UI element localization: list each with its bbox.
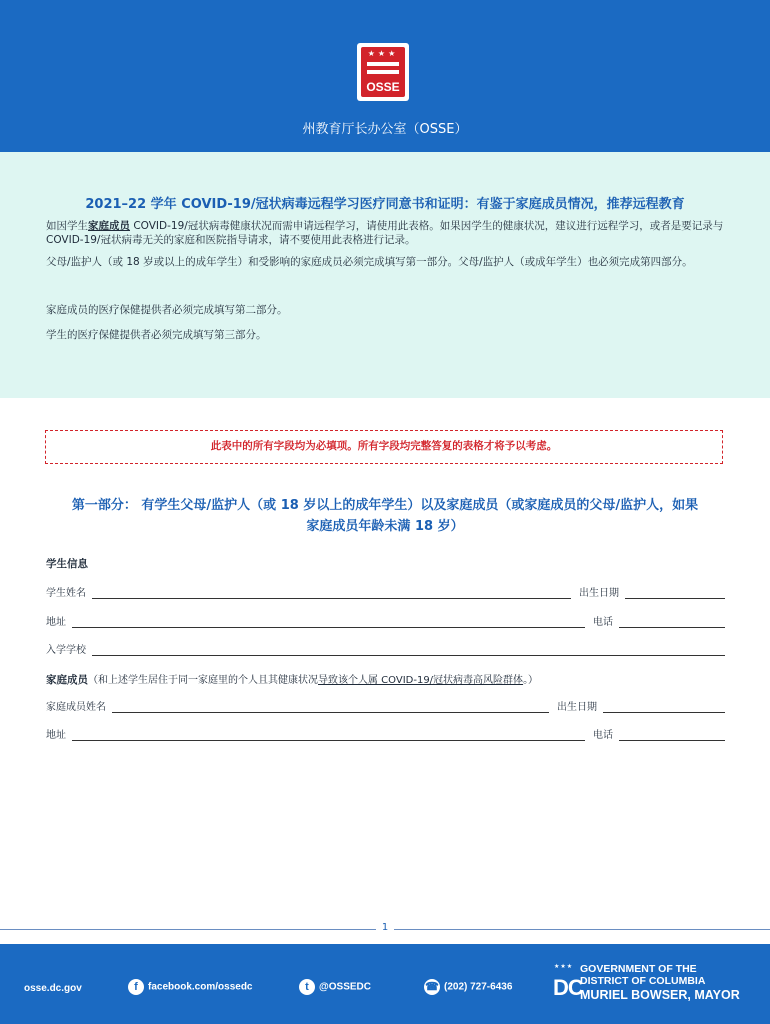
household-name-label: 家庭成员姓名 <box>46 702 106 713</box>
household-address-field[interactable] <box>72 730 585 741</box>
household-address-row <box>46 727 725 741</box>
dc-mark: DC <box>553 975 583 1000</box>
intro-paragraph-1: 如因学生家庭成员 COVID-19/冠状病毒健康状况而需申请远程学习，请使用此表格。如果因学生的健康状况，建议进行远程学习，或者是要记录与 COVID-19/冠状病毒无关的家庭和医院指导请求，请不要使用此表格进行记录。 <box>46 220 724 246</box>
intro-paragraph-2: 父母/监护人（或 18 岁或以上的成年学生）和受影响的家庭成员必须完成填写第一部分。父母/监护人（或成年学生）也必须完成第四部分。 <box>46 256 693 268</box>
student-address-row <box>46 614 725 628</box>
school-label: 入学学校 <box>46 645 86 656</box>
facebook-link[interactable]: f facebook.com/ossedc <box>128 979 252 995</box>
part-one-title: 第一部分： 有学生父母/监护人（或 18 岁以上的成年学生）以及家庭成员（或家庭成员的父母/监护人，如果 家庭成员年龄未满 18 岁） <box>71 498 699 534</box>
footer <box>0 944 770 1024</box>
school-row <box>46 642 725 656</box>
office-name: 州教育厅长办公室（OSSE） <box>302 122 468 137</box>
form-title: 2021–22 学年 COVID-19/冠状病毒远程学习医疗同意书和证明：有鉴于家庭成员情况，推荐远程教育 <box>85 197 685 212</box>
household-phone-label: 电话 <box>593 730 613 741</box>
student-info-heading: 学生信息 <box>46 558 88 570</box>
website-link[interactable]: osse.dc.gov <box>24 983 82 994</box>
student-address-field[interactable] <box>72 617 585 628</box>
twitter-icon: t <box>299 979 315 995</box>
household-name-field[interactable] <box>112 702 549 713</box>
household-phone-field[interactable] <box>619 730 725 741</box>
student-name-row <box>46 585 725 599</box>
required-fields-notice: 此表中的所有字段均为必填项。所有字段均完整答复的表格才将予以考虑。 <box>45 430 723 464</box>
facebook-icon: f <box>128 979 144 995</box>
intro-section <box>0 152 770 398</box>
gov-line-3: MURIEL BOWSER, MAYOR <box>580 988 740 1002</box>
student-dob-label: 出生日期 <box>579 588 619 599</box>
logo-text: OSSE <box>366 80 400 94</box>
student-name-field[interactable] <box>92 588 571 599</box>
phone-link[interactable]: ☎ (202) 727-6436 <box>425 981 513 993</box>
logo-stars: ★★★ <box>367 49 399 58</box>
household-dob-field[interactable] <box>603 702 725 713</box>
phone-icon: ☎ <box>425 981 439 993</box>
student-name-label: 学生姓名 <box>46 588 86 599</box>
gov-line-2: DISTRICT OF COLUMBIA <box>580 975 706 987</box>
twitter-link[interactable]: t @OSSEDC <box>299 979 371 995</box>
header-banner <box>0 0 770 152</box>
student-phone-label: 电话 <box>593 617 613 628</box>
student-dob-field[interactable] <box>625 588 725 599</box>
household-member-emphasis: 家庭成员 <box>88 220 130 232</box>
intro-paragraph-3: 家庭成员的医疗保健提供者必须完成填写第二部分。 <box>46 304 288 316</box>
intro-paragraph-4: 学生的医疗保健提供者必须完成填写第三部分。 <box>46 329 267 341</box>
page-number: 1 <box>376 922 394 933</box>
household-name-row <box>46 699 725 713</box>
school-field[interactable] <box>92 645 725 656</box>
household-address-label: 地址 <box>46 730 66 741</box>
household-member-description: 家庭成员（和上述学生居住于同一家庭里的个人且其健康状况导致该个人属 COVID-19/冠状病毒高风险群体。） <box>46 674 539 686</box>
dc-stars: ★★★ <box>554 964 574 970</box>
student-phone-field[interactable] <box>619 617 725 628</box>
student-address-label: 地址 <box>46 617 66 628</box>
osse-logo <box>357 43 409 101</box>
household-dob-label: 出生日期 <box>557 702 597 713</box>
gov-line-1: GOVERNMENT OF THE <box>580 963 697 975</box>
